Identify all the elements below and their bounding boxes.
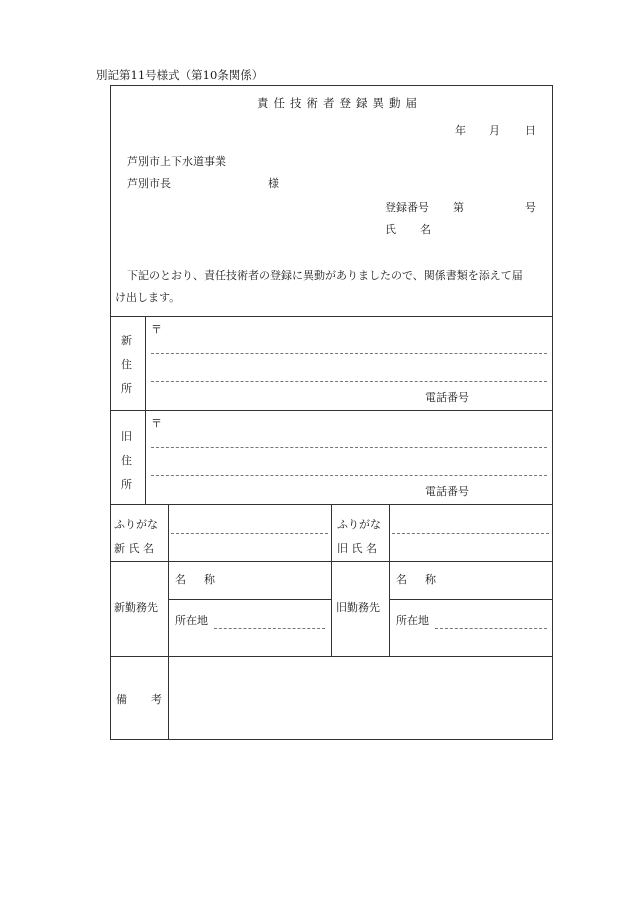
old-workplace-name-char-2: 称 (425, 573, 436, 586)
old-phone-label: 電話番号 (425, 485, 469, 498)
new-address-line-1[interactable] (151, 353, 547, 354)
old-workplace-name-char-1: 名 (396, 573, 407, 586)
old-address-char-2: 住 (121, 454, 132, 467)
old-names-label-rule (389, 504, 390, 656)
divider-new-workplace-inner (168, 599, 331, 600)
date-day-label: 日 (525, 124, 536, 137)
address-label-column-rule (145, 316, 146, 504)
form-title: 責任技術者登録異動届 (257, 96, 422, 110)
new-name-furigana-field[interactable] (171, 533, 328, 534)
old-name-label: 旧 氏 名 (337, 542, 377, 555)
new-workplace-location-label: 所在地 (175, 614, 208, 627)
name-label-second: 名 (420, 223, 431, 236)
new-address-char-2: 住 (121, 358, 132, 371)
remarks-char-1: 備 (116, 693, 127, 706)
old-address-line-2[interactable] (151, 475, 547, 476)
new-workplace-name-char-1: 名 (175, 573, 186, 586)
remarks-char-2: 考 (151, 693, 162, 706)
new-furigana-label: ふりがな (114, 518, 158, 531)
divider-old-address-top (111, 410, 552, 411)
remarks-field[interactable] (169, 657, 551, 738)
new-address-char-1: 新 (121, 334, 132, 347)
old-workplace-label: 旧勤務先 (336, 601, 380, 614)
old-name-furigana-field[interactable] (392, 533, 549, 534)
registration-number-prefix: 第 (453, 201, 464, 214)
old-workplace-location-field[interactable] (435, 628, 547, 629)
new-phone-label: 電話番号 (425, 391, 469, 404)
old-workplace-location-label: 所在地 (396, 614, 429, 627)
addressee-mayor: 芦別市長 (127, 177, 171, 190)
registration-number-label: 登録番号 (385, 201, 429, 214)
new-workplace-label: 新勤務先 (114, 601, 158, 614)
old-address-line-1[interactable] (151, 447, 547, 448)
registration-change-form (110, 85, 553, 740)
addressee-organization: 芦別市上下水道事業 (127, 155, 226, 168)
registration-number-suffix: 号 (525, 201, 536, 214)
new-address-line-2[interactable] (151, 381, 547, 382)
new-address-char-3: 所 (121, 382, 132, 395)
old-address-char-3: 所 (121, 478, 132, 491)
date-month-label: 月 (489, 124, 500, 137)
date-year-label: 年 (455, 124, 466, 137)
form-number-label: 別記第11号様式（第10条関係） (96, 68, 264, 82)
new-workplace-location-field[interactable] (214, 628, 325, 629)
addressee-honorific: 様 (268, 177, 279, 190)
body-text-line-1: 下記のとおり、責任技術者の登録に異動がありましたので、関係書類を添えて届 (127, 269, 523, 282)
old-furigana-label: ふりがな (337, 518, 381, 531)
new-workplace-name-char-2: 称 (204, 573, 215, 586)
divider-old-workplace-inner (389, 599, 552, 600)
names-middle-rule (331, 504, 332, 656)
new-name-label: 新 氏 名 (114, 542, 154, 555)
body-text-line-2: け出します。 (115, 291, 181, 304)
old-postal-mark: 〒 (151, 417, 162, 430)
name-label-first: 氏 (385, 223, 396, 236)
divider-new-address-top (111, 316, 552, 317)
old-address-char-1: 旧 (121, 430, 132, 443)
new-postal-mark: 〒 (151, 323, 162, 336)
